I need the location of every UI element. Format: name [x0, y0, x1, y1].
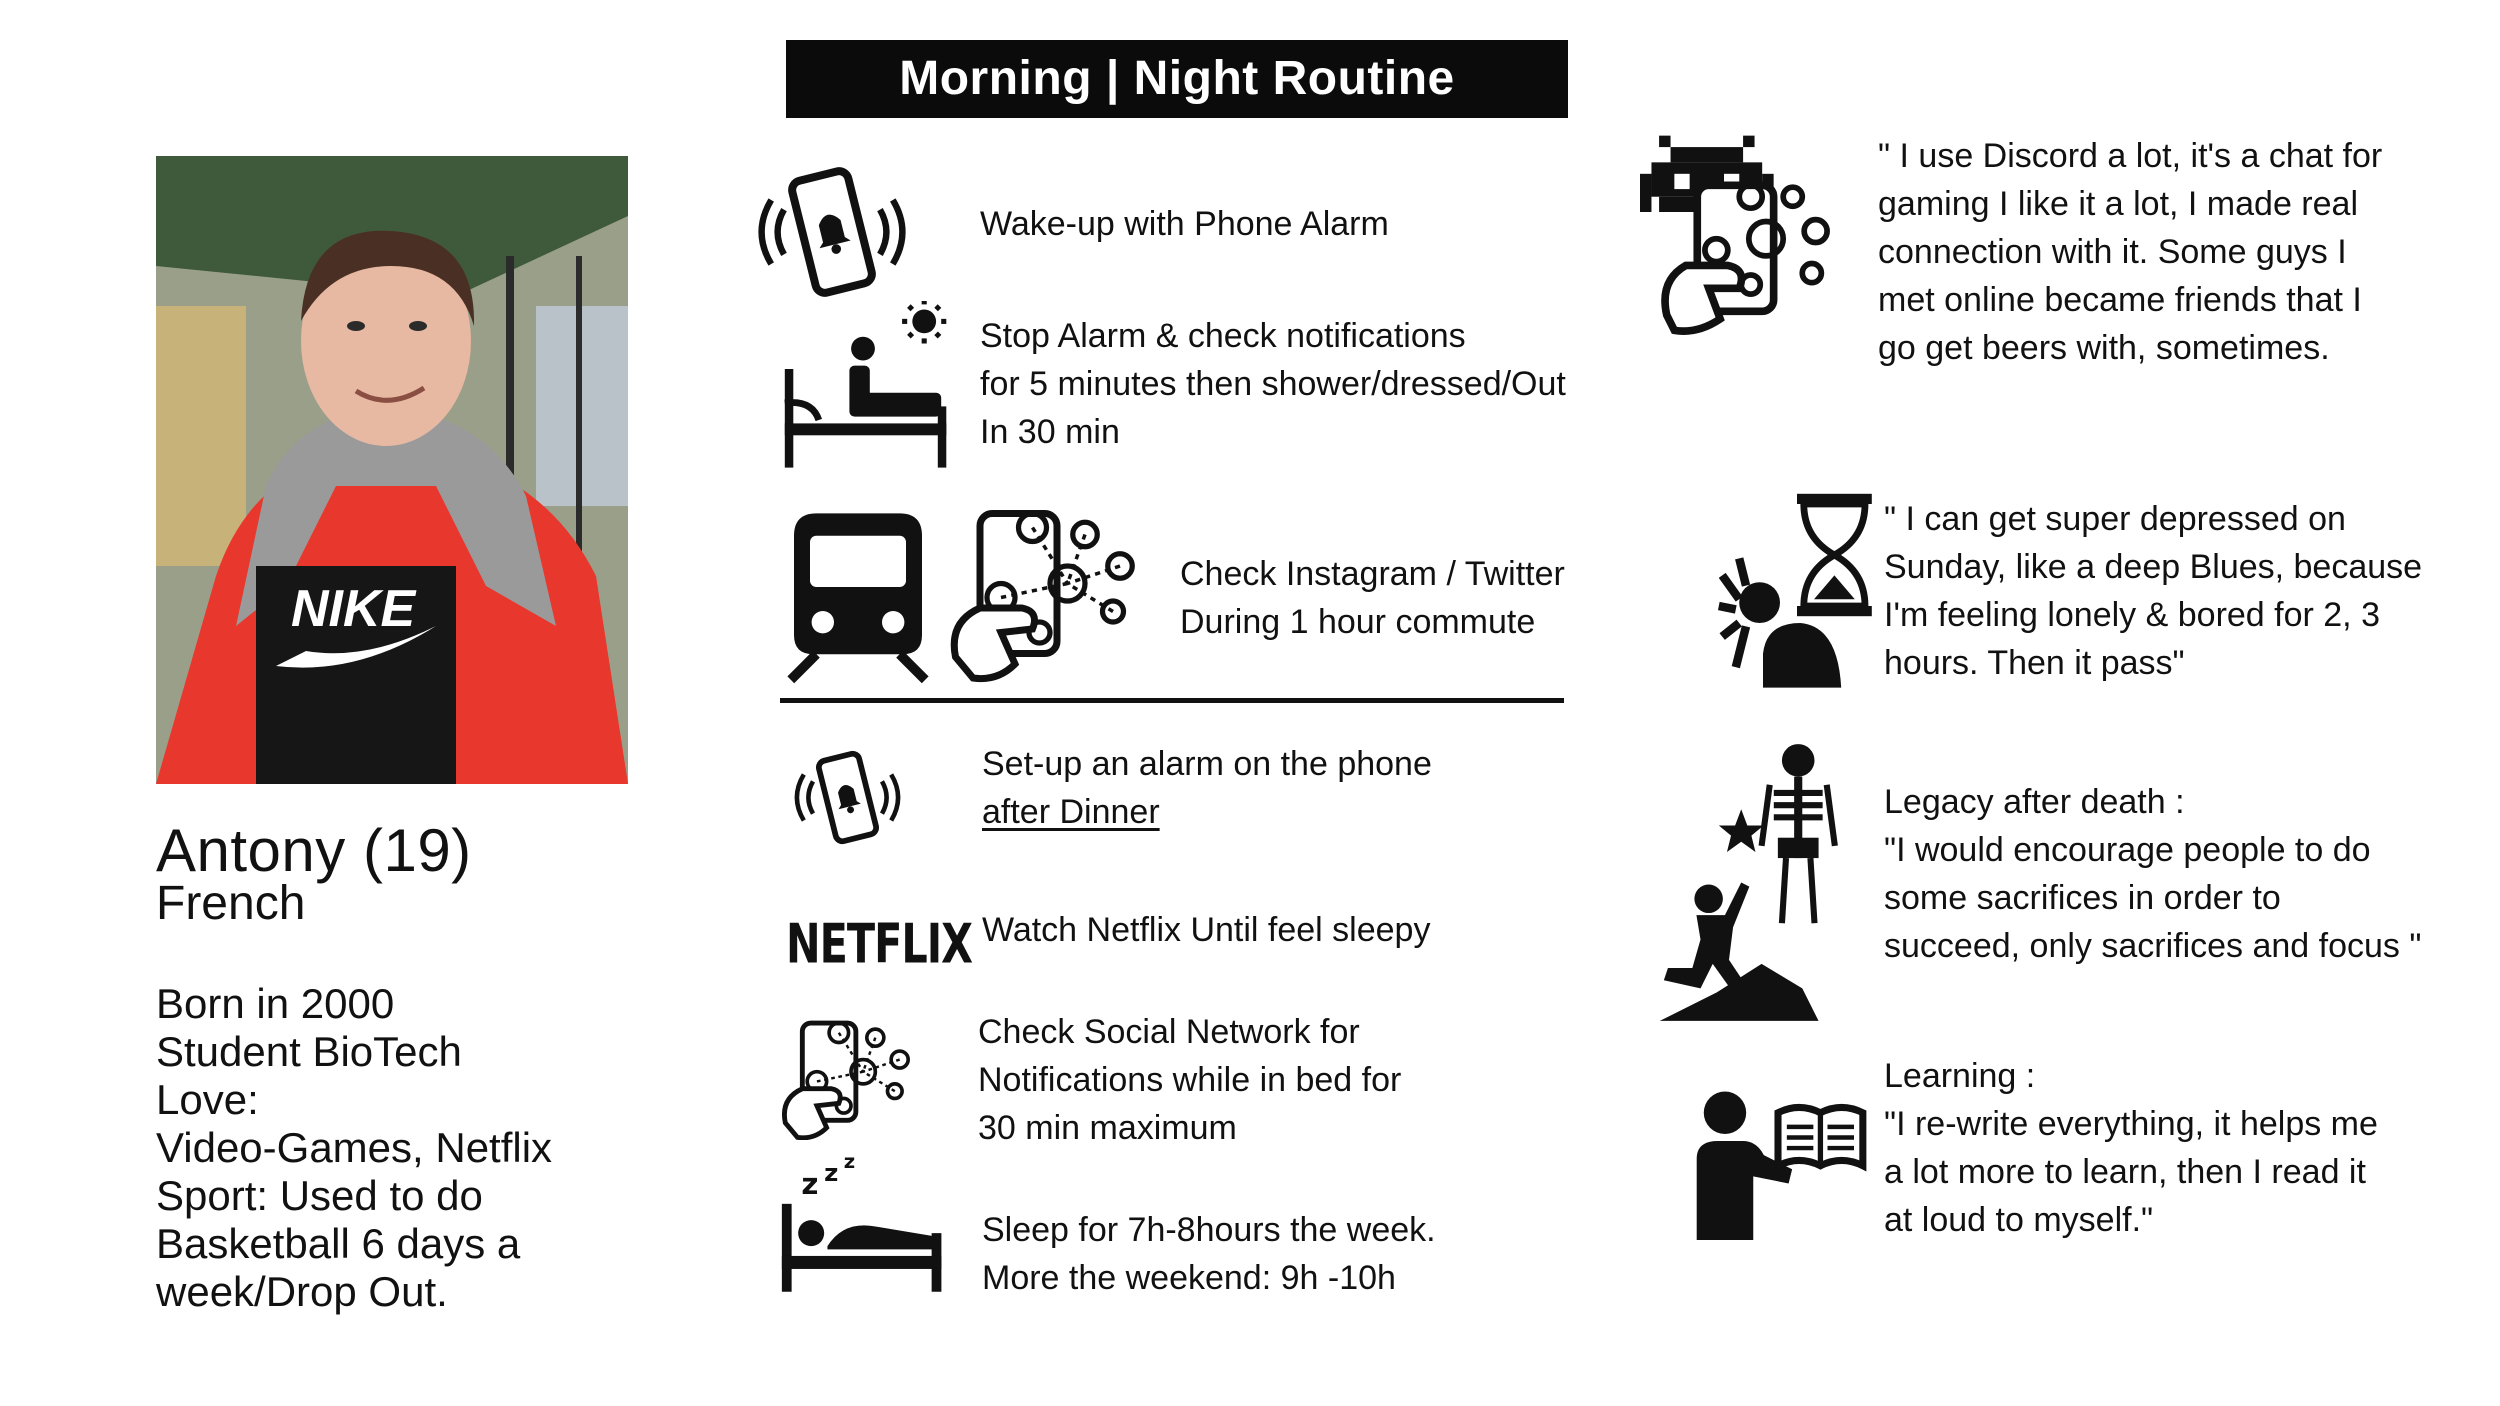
routine-item-text	[982, 740, 1432, 836]
quote-line: Sunday, like a deep Blues, because	[1884, 548, 2423, 586]
routine-line: after Dinner	[982, 793, 1160, 831]
quote-line: "I re-write everything, it helps me	[1884, 1105, 2378, 1143]
svg-text:NIKE: NIKE	[291, 580, 416, 638]
quote-text	[1884, 495, 2422, 687]
svg-text:z: z	[824, 1158, 839, 1188]
quote-line: succeed, only sacrifices and focus "	[1884, 927, 2422, 965]
netflix-logo: NETFLIX	[786, 912, 973, 976]
bio-line: Born in 2000	[156, 980, 395, 1027]
routine-line: Stop Alarm & check notifications	[980, 317, 1466, 355]
routine-item-text	[982, 906, 1430, 954]
routine-line: for 5 minutes then shower/dressed/Out	[980, 365, 1566, 403]
legacy-climb-icon	[1655, 740, 1860, 1025]
social-network-phone-icon	[778, 1018, 924, 1140]
bio-line: Basketball 6 days a	[156, 1220, 521, 1267]
quote-line: Legacy after death :	[1884, 783, 2185, 821]
svg-text:z: z	[843, 1155, 856, 1174]
routine-line: 30 min maximum	[978, 1109, 1237, 1147]
quote-line: connection with it. Some guys I	[1878, 233, 2347, 271]
routine-line: During 1 hour commute	[1180, 603, 1536, 641]
persona-bio	[156, 980, 636, 1316]
quote-line: "I would encourage people to do	[1884, 831, 2371, 869]
routine-line: In 30 min	[980, 413, 1120, 451]
section-divider	[780, 698, 1564, 703]
quote-line: I'm feeling lonely & bored for 2, 3	[1884, 596, 2380, 634]
svg-text:z: z	[801, 1167, 819, 1202]
persona-photo	[156, 156, 628, 784]
quote-text	[1878, 132, 2382, 372]
bio-line: week/Drop Out.	[156, 1268, 448, 1315]
bio-line: Sport: Used to do	[156, 1172, 483, 1219]
quote-line: " I can get super depressed on	[1884, 500, 2346, 538]
train-icon	[778, 505, 938, 685]
reading-person-icon	[1688, 1088, 1868, 1240]
hourglass-depressed-icon	[1712, 490, 1882, 688]
quote-line: some sacrifices in order to	[1884, 879, 2281, 917]
routine-title: Morning | Night Routine	[786, 40, 1568, 118]
quote-line: gaming I like it a lot, I made real	[1878, 185, 2359, 223]
routine-item-text	[980, 312, 1566, 456]
routine-item-text	[982, 1206, 1436, 1302]
quote-line: Learning :	[1884, 1057, 2036, 1095]
routine-line: Wake-up with Phone Alarm	[980, 205, 1389, 243]
routine-line: Watch Netflix Until feel sleepy	[982, 911, 1431, 949]
quote-line: a lot more to learn, then I read it	[1884, 1153, 2366, 1191]
routine-line: More the weekend: 9h -10h	[982, 1259, 1396, 1297]
quote-text	[1884, 778, 2421, 970]
quote-line: go get beers with, sometimes.	[1878, 329, 2330, 367]
social-network-phone-icon	[945, 505, 1155, 683]
quote-line: hours. Then it pass"	[1884, 644, 2185, 682]
routine-line: Check Social Network for	[978, 1013, 1360, 1051]
quote-line: " I use Discord a lot, it's a chat for	[1878, 137, 2383, 175]
sleeping-bed-icon	[778, 1155, 942, 1295]
bio-line: Love:	[156, 1076, 259, 1123]
persona-nationality: French	[156, 877, 306, 930]
bio-line: Student BioTech	[156, 1028, 462, 1075]
bio-line: Video-Games, Netflix	[156, 1124, 553, 1171]
routine-item-text	[978, 1008, 1401, 1152]
routine-line: Set-up an alarm on the phone	[982, 745, 1432, 783]
routine-line: Notifications while in bed for	[978, 1061, 1402, 1099]
bed-sun-icon	[778, 300, 948, 472]
quote-line: at loud to myself."	[1884, 1201, 2154, 1239]
routine-line: Sleep for 7h-8hours the week.	[982, 1211, 1436, 1249]
routine-item-text	[980, 200, 1389, 248]
quote-line: met online became friends that I	[1878, 281, 2362, 319]
persona-name: Antony (19)	[156, 817, 472, 884]
quote-text	[1884, 1052, 2378, 1244]
routine-item-text	[1180, 550, 1565, 646]
phone-alarm-icon	[752, 152, 912, 312]
routine-line: Check Instagram / Twitter	[1180, 555, 1565, 593]
gaming-social-icon	[1640, 128, 1850, 338]
phone-alarm-icon	[790, 740, 905, 855]
